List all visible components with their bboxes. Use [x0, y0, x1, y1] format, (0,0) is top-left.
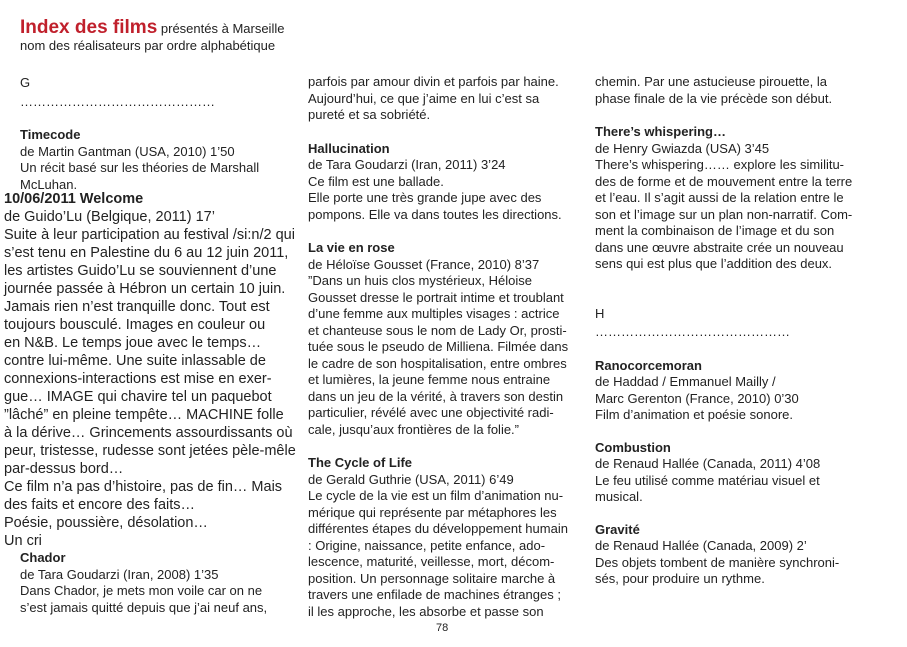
- film-desc-timecode: Un récit basé sur les théories de Marshall McLuhan.: [20, 160, 260, 192]
- film-credit-welcome: de Guido’Lu (Belgique, 2011) 17’: [4, 209, 215, 225]
- index-subtitle: nom des réalisateurs par ordre alphabétique: [20, 38, 276, 53]
- film-credit-timecode: de Martin Gantman (USA, 2010) 1’50: [20, 143, 235, 159]
- film-desc-cycle-of-life: Le cycle de la vie est un film d’animation nu- mérique qui représente par métaphores les différentes étapes du développement humain : Origine, naissance, petite enfance, ado- lescence, maturité, veillesse, mort, décom- position. Un personnage solitaire marche à travers une enfilade de machines étranges ; il les approche, les absorbe et passe son: [308, 488, 568, 619]
- index-title-suffix: présentés à Marseille: [157, 21, 285, 36]
- cycle-continued: chemin. Par une astucieuse pirouette, la phase finale de la vie précède son début.: [595, 74, 833, 106]
- column-1: [20, 75, 300, 193]
- film-credit-ranocorcemoran: de Haddad / Emmanuel Mailly / Marc Gerenton (France, 2010) 0’30: [595, 374, 799, 406]
- film-title-combustion: Combustion: [595, 439, 671, 455]
- page-header: [20, 17, 284, 39]
- film-desc-chador: Dans Chador, je mets mon voile car on ne s’est jamais quitté depuis que j’ai neuf ans,: [20, 583, 268, 615]
- film-desc-hallucination: Ce film est une ballade. Elle porte une très grande jupe avec des pompons. Elle va dans toutes les directions.: [308, 173, 562, 222]
- section-divider-h: ………………………………………: [595, 324, 790, 339]
- film-credit-gravite: de Renaud Hallée (Canada, 2009) 2’: [595, 538, 807, 553]
- film-title-vie-en-rose: La vie en rose: [308, 240, 395, 255]
- film-title-timecode: Timecode: [20, 127, 81, 142]
- chador-entry: [20, 550, 305, 616]
- film-credit-whispering: de Henry Gwiazda (USA) 3’45: [595, 140, 770, 156]
- page-number: 78: [436, 622, 449, 634]
- film-credit-vie-en-rose: de Héloïse Gousset (France, 2010) 8’37: [308, 256, 540, 272]
- film-desc-whispering: There’s whispering…… explore les similitu- des de forme et de mouvement entre la terre et l’eau. Il s’agit aussi de la relation entre le son et l’image sur un plan non-narratif. Com- ment la combinaison de l’image et du son dans une œuvre abstraite crée un nouveau sens qui est plus que l’addition des deux.: [595, 157, 853, 271]
- section-divider-g: ………………………………………: [20, 93, 215, 109]
- section-letter-h: H: [595, 305, 605, 321]
- film-credit-cycle-of-life: de Gerald Guthrie (USA, 2011) 6’49: [308, 471, 514, 487]
- column-2: [308, 74, 590, 620]
- film-desc-combustion: Le feu utilisé comme matériau visuel et musical.: [595, 472, 820, 504]
- film-desc-ranocorcemoran: Film d’animation et poésie sonore.: [595, 407, 793, 422]
- section-letter-g: G: [20, 75, 31, 90]
- film-title-chador: Chador: [20, 550, 66, 565]
- chador-continued: parfois par amour divin et parfois par haine. Aujourd’hui, ce que j’aime en lui c’est sa pureté et sa sobriété.: [308, 74, 559, 122]
- film-credit-hallucination: de Tara Goudarzi (Iran, 2011) 3’24: [308, 157, 506, 172]
- film-title-ranocorcemoran: Ranocorcemoran: [595, 357, 702, 373]
- film-title-whispering: There’s whispering…: [595, 124, 726, 139]
- film-credit-chador: de Tara Goudarzi (Iran, 2008) 1’35: [20, 566, 219, 582]
- film-title-welcome: 10/06/2011 Welcome: [4, 191, 144, 207]
- film-credit-combustion: de Renaud Hallée (Canada, 2011) 4’08: [595, 456, 821, 471]
- film-desc-vie-en-rose: ”Dans un huis clos mystérieux, Héloise Gousset dresse le portrait intime et troublant d’une femme aux multiples visages : actrice et chanteuse sous le nom de Lady Or, prosti- tuée sous le pseudo de Milliena. Filmée dans le cadre de son hospitalisation, entre ombres et lumières, la jeune femme nous entraine dans un jeu de la vérité, à travers son destin particulier, révélé avec une objectivité radi- cale, jusqu’aux frontières de la folie.”: [308, 273, 569, 437]
- index-title: Index des films: [20, 17, 158, 38]
- welcome-block: [4, 190, 304, 550]
- film-desc-welcome: Suite à leur participation au festival /si:n/2 qui s’est tenu en Palestine du 6 au 12 juin 2011, les artistes Guido’Lu se souviennent d’une journée passée à Hébron un certain 10 juin. Jamais rien n’est tranquille donc. Tout est toujours bousculé. Images en couleur ou en N&B. Le temps joue avec le temps… contre lui-même. Une suite inlassable de connexions-interactions est mise en exer- gue… IMAGE qui chavire tel un paquebot ”lâché” en pleine tempête… MACHINE folle à la dérive… Grincements assourdissants où peur, tristesse, rudesse sont jetées pèle-mêle par-dessus bord… Ce film n’a pas d’histoire, pas de fin… Mais des faits et encore des faits… Poésie, poussière, désolation… Un cri: [4, 227, 296, 549]
- film-desc-gravite: Des objets tombent de manière synchroni- sés, pour produire un rythme.: [595, 554, 840, 586]
- film-title-hallucination: Hallucination: [308, 140, 390, 156]
- film-title-gravite: Gravité: [595, 521, 640, 537]
- column-3: [595, 74, 885, 588]
- film-title-cycle-of-life: The Cycle of Life: [308, 455, 413, 470]
